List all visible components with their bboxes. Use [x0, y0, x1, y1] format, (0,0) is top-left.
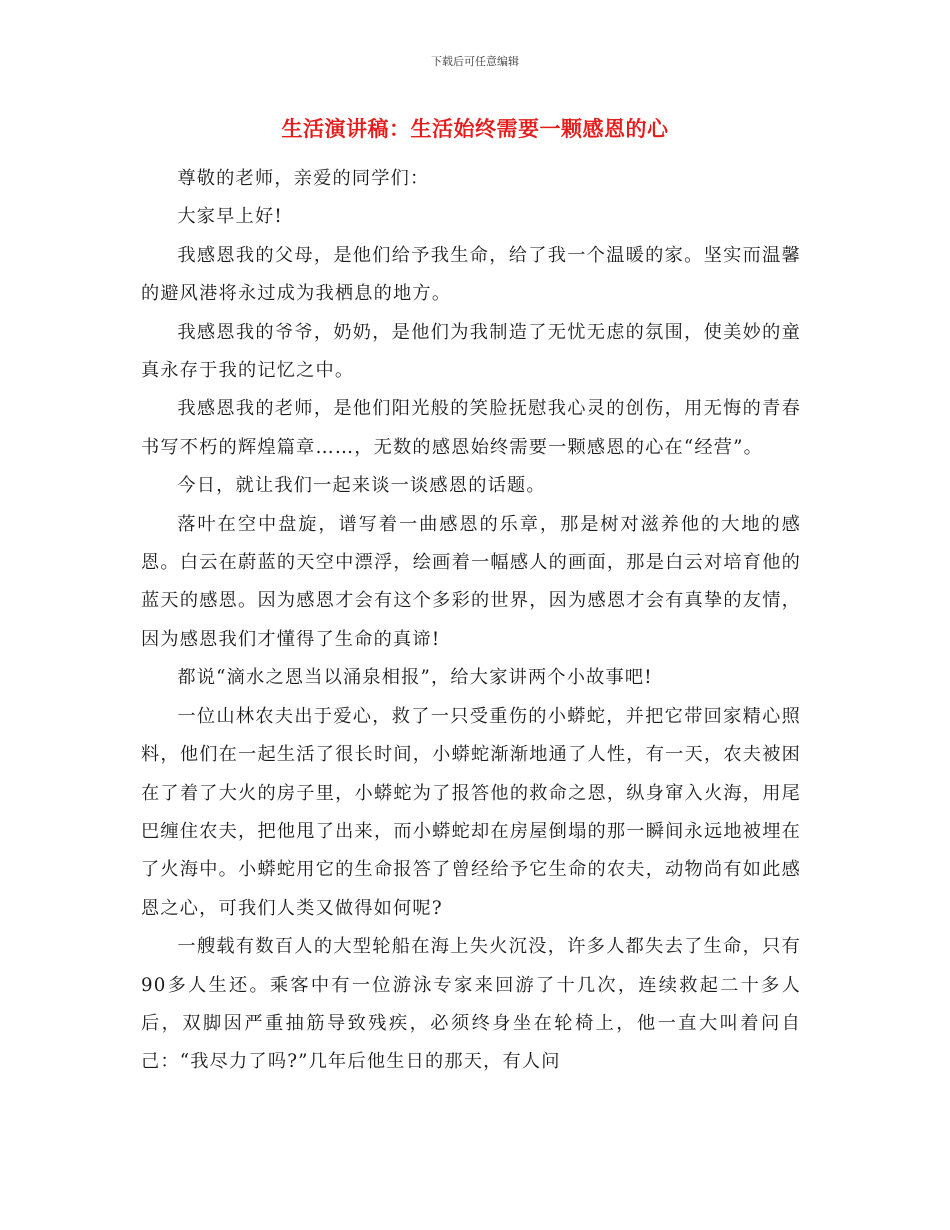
paragraph: 我感恩我的爷爷，奶奶，是他们为我制造了无忧无虑的氛围，使美妙的童真永存于我的记忆之中。 [141, 321, 801, 382]
paragraph: 今日，就让我们一起来谈一谈感恩的话题。 [177, 475, 546, 497]
paragraph: 落叶在空中盘旋，谱写着一曲感恩的乐章，那是树对滋养他的大地的感恩。白云在蔚蓝的天空中漂浮，绘画着一幅感人的画面，那是白云对培育他的蓝天的感恩。因为感恩才会有这个多彩的世界，因为感恩才会有真挚的友情，因为感恩我们才懂得了生命的真谛! [141, 513, 801, 650]
paragraph: 一艘载有数百人的大型轮船在海上失火沉没，许多人都失去了生命，只有90多人生还。乘客中有一位游泳专家来回游了十几次，连续救起二十多人后，双脚因严重抽筋导致残疾，必须终身坐在轮椅上，他一直大叫着问自己：“我尽力了吗?”几年后他生日的那天，有人问 [141, 936, 801, 1073]
paragraph-greeting: 大家早上好! [177, 206, 283, 228]
paragraph: 我感恩我的老师，是他们阳光般的笑脸抚慰我心灵的创伤，用无悔的青春书写不朽的辉煌篇章……，无数的感恩始终需要一颗感恩的心在“经营”。 [141, 398, 801, 458]
paragraph-salutation: 尊敬的老师，亲爱的同学们： [177, 168, 430, 189]
paragraph: 一位山林农夫出于爱心，救了一只受重伤的小蟒蛇，并把它带回家精心照料，他们在一起生活了很长时间，小蟒蛇渐渐地通了人性，有一天，农夫被困在了着了大火的房子里，小蟒蛇为了报答他的救命之恩，纵身窜入火海，用尾巴缠住农夫，把他甩了出来，而小蟒蛇却在房屋倒塌的那一瞬间永远地被埋在了火海中。小蟒蛇用它的生命报答了曾经给予它生命的农夫，动物尚有如此感恩之心，可我们人类又做得如何呢? [141, 705, 801, 919]
document-title: 生活演讲稿：生活始终需要一颗感恩的心 [281, 117, 669, 141]
document-body [141, 160, 801, 1082]
paragraph: 都说“滴水之恩当以涌泉相报”，给大家讲两个小故事吧! [177, 667, 653, 689]
paragraph: 我感恩我的父母，是他们给予我生命，给了我一个温暖的家。坚实而温馨的避风港将永过成为我栖息的地方。 [141, 244, 801, 305]
page-header-note: 下载后可任意编辑 [431, 55, 519, 68]
